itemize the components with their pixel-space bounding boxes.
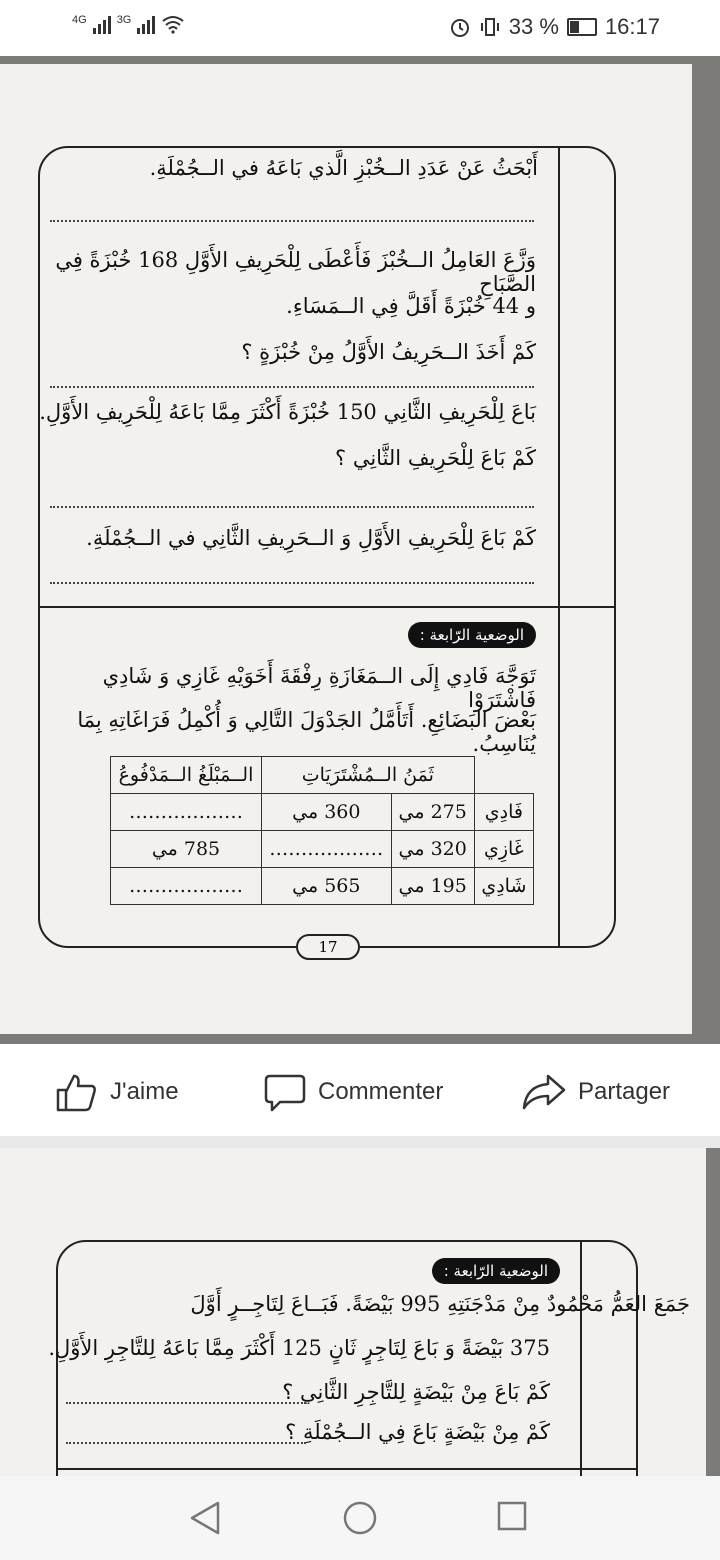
post-photo-2[interactable] (0, 1148, 720, 1476)
table-cell-price: 275 مي (391, 794, 474, 831)
exercise-text: و 44 خُبْزَةً أَقَلَّ فِي الــمَسَاءِ. (286, 294, 536, 318)
share-button[interactable] (522, 1072, 670, 1112)
share-label: Partager (578, 1078, 671, 1105)
back-icon[interactable] (188, 1500, 222, 1536)
purchases-table (110, 756, 534, 905)
table-cell-name: شَادِي (474, 868, 533, 905)
signal-icon (93, 14, 111, 34)
battery-fill (570, 21, 579, 33)
table-header-row (111, 757, 534, 794)
table-cell-price: ……………… (261, 831, 391, 868)
like-icon (54, 1072, 98, 1112)
feed-separator (0, 1136, 720, 1148)
situation-text: بَعْضَ البَضَائِعِ. أَتَأَمَّلُ الجَدْوَلَ التَّالِي وَ أُكْمِلُ فَرَاغَاتِهِ بِمَا يُنَاسِبُ. (77, 708, 536, 756)
comment-icon (264, 1072, 306, 1112)
section-badge: الوضعية الرّابعة : (432, 1258, 560, 1284)
table-cell-price: 565 مي (261, 868, 391, 905)
post-photo-1[interactable] (0, 56, 720, 1044)
answer-dots (50, 220, 534, 222)
section-divider (40, 606, 614, 608)
alarm-icon (449, 16, 471, 38)
signal-icon (137, 14, 155, 34)
exercise-text: وَزَّعَ العَامِلُ الــخُبْزَ فَأَعْطَى لِلْحَرِيفِ الأَوَّلِ 168 خُبْزَةً فِي الصَّبَاحِ (55, 248, 536, 296)
home-icon[interactable] (342, 1500, 378, 1536)
clock: 16:17 (604, 14, 660, 39)
comment-label: Commenter (318, 1078, 444, 1105)
answer-dots (50, 386, 534, 388)
table-cell-price: 360 مي (261, 794, 391, 831)
exercise-text: جَمَعَ العَمُّ مَحْمُودٌ مِنْ مَدْجَنَتِهِ 995 بَيْضَةً. فَبَــاعَ لِتَاجِــرٍ أَوَّلَ (190, 1292, 690, 1316)
comment-button[interactable] (264, 1072, 443, 1112)
section-badge: الوضعية الرّابعة : (408, 622, 536, 648)
exercise-text: أَبْحَثُ عَنْ عَدَدِ الــخُبْزِ الَّذي بَاعَهُ في الــجُمْلَةِ. (149, 156, 538, 180)
network-indicators (72, 14, 185, 34)
table-cell-price: 195 مي (391, 868, 474, 905)
post-action-bar (0, 1044, 720, 1136)
answer-dots (50, 582, 534, 584)
exercise-text: كَمْ أَخَذَ الــحَرِيفُ الأَوَّلُ مِنْ خُبْزَةٍ ؟ (241, 340, 536, 364)
like-label: J'aime (110, 1078, 179, 1105)
page-number: 17 (296, 934, 360, 960)
battery-icon (567, 18, 597, 36)
table-cell-total: ……………… (111, 868, 262, 905)
table-header-prices: ثَمَنُ الــمُشْتَرَيَاتِ (261, 757, 474, 794)
answer-dots (66, 1442, 306, 1444)
wifi-icon (161, 14, 185, 34)
recents-icon[interactable] (496, 1500, 528, 1532)
exercise-text: بَاعَ لِلْحَرِيفِ الثَّانِي 150 خُبْزَةً أَكْثَرَ مِمَّا بَاعَهُ لِلْحَرِيفِ الأَوَّلِ. (39, 400, 536, 424)
network-2-label: 3G (116, 14, 132, 26)
table-row (111, 868, 534, 905)
table-row (111, 794, 534, 831)
answer-dots (50, 506, 534, 508)
table-row (111, 831, 534, 868)
exercise-text: كَمْ بَاعَ لِلْحَرِيفِ الثَّانِي ؟ (335, 446, 536, 470)
situation-text: تَوَجَّهَ فَادِي إِلَى الــمَغَازَةِ رِفْقَةَ أَخَوَيْهِ غَازِي وَ شَادِي فَاشْتَرَوْا (102, 664, 536, 712)
exercise-text: كَمْ بَاعَ مِنْ بَيْضَةٍ لِلتَّاجِرِ الثَّانِي ؟ (282, 1380, 550, 1404)
section-divider (58, 1468, 636, 1470)
answer-dots (66, 1402, 306, 1404)
table-cell-total: 785 مي (111, 831, 262, 868)
exercise-text: كَمْ بَاعَ لِلْحَرِيفِ الأَوَّلِ وَ الــحَرِيفِ الثَّانِي في الــجُمْلَةِ. (86, 526, 536, 550)
network-1-label: 4G (72, 14, 87, 26)
share-icon (522, 1072, 566, 1112)
table-cell-name: غَازِي (474, 831, 533, 868)
table-cell-total: ……………… (111, 794, 262, 831)
exercise-text: كَمْ مِنْ بَيْضَةٍ بَاعَ فِي الــجُمْلَةِ ؟ (285, 1420, 550, 1444)
system-nav-bar (0, 1476, 720, 1560)
exercise-text: 375 بَيْضَةً وَ بَاعَ لِتَاجِرٍ ثَانٍ 125 أَكْثَرَ مِمَّا بَاعَهُ لِلتَّاجِرِ الأَوَّلِ. (48, 1336, 550, 1360)
frame-margin-line (558, 148, 560, 946)
table-cell-price: 320 مي (391, 831, 474, 868)
vibrate-icon (479, 16, 501, 38)
status-right (449, 14, 660, 40)
table-cell-name: فَادِي (474, 794, 533, 831)
status-bar (0, 0, 720, 56)
battery-percent: 33 % (508, 14, 559, 39)
table-header-total: الــمَبْلَغُ الــمَدْفُوعُ (111, 757, 262, 794)
like-button[interactable] (54, 1072, 179, 1112)
table-corner (474, 757, 533, 794)
frame-margin-line (580, 1242, 582, 1476)
